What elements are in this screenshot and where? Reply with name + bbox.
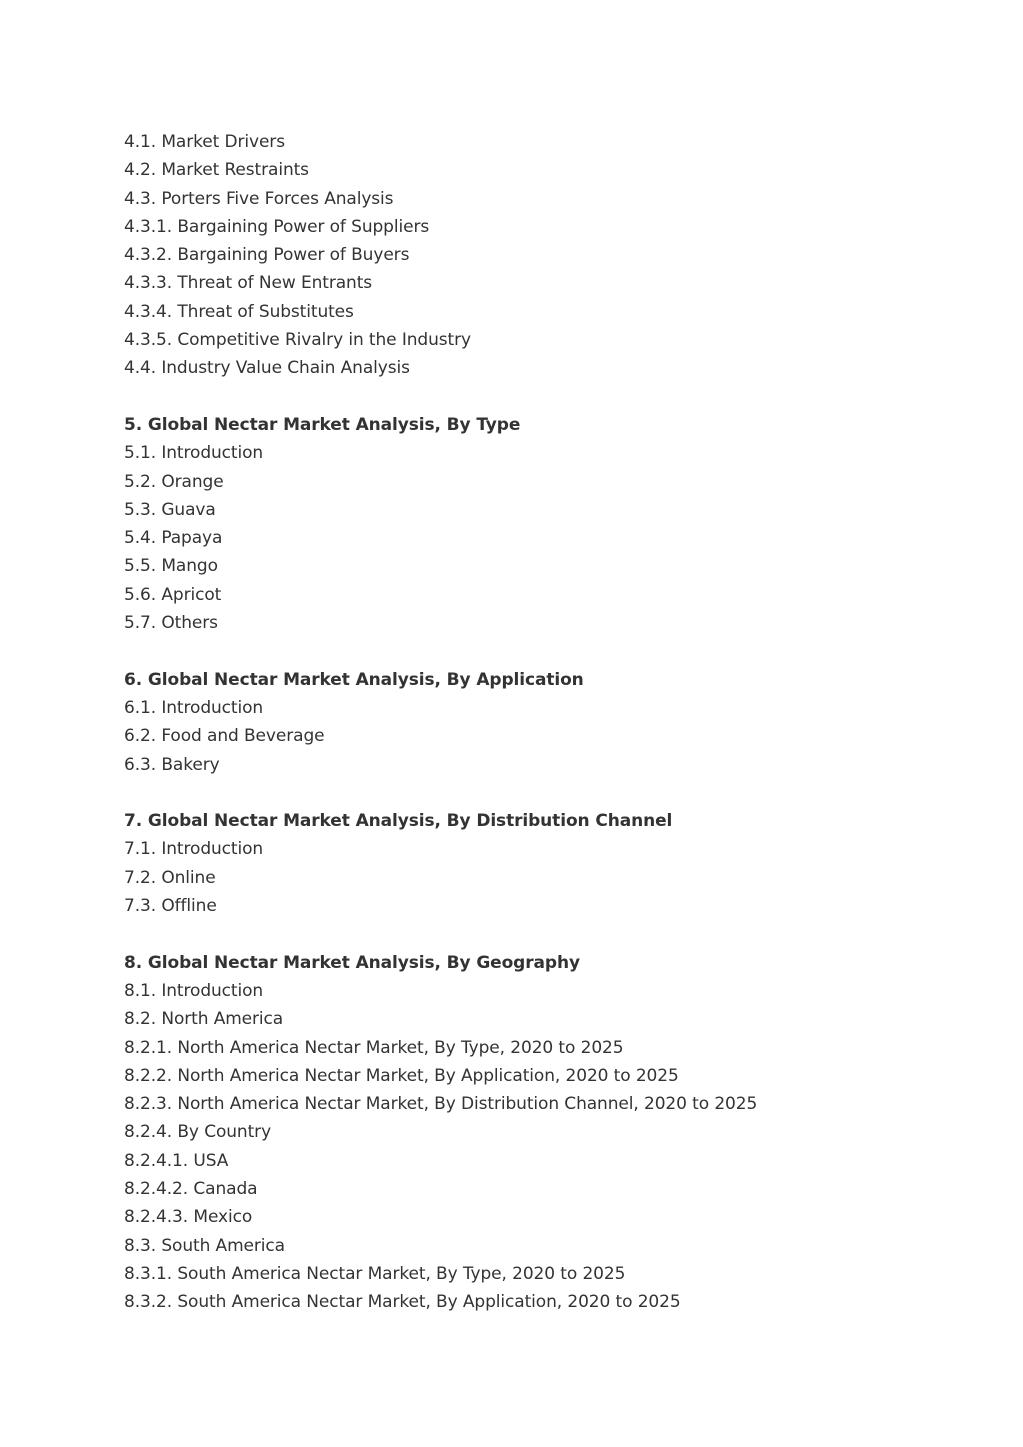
toc-item: 8.3.2. South America Nectar Market, By Application, 2020 to 2025	[124, 1292, 681, 1313]
section-heading: 7. Global Nectar Market Analysis, By Distribution Channel	[124, 811, 673, 832]
section-heading: 6. Global Nectar Market Analysis, By Application	[124, 669, 584, 690]
section-spacer	[124, 779, 984, 807]
toc-item: 8.2. North America	[124, 1009, 284, 1030]
toc-section-7	[124, 807, 984, 920]
toc-item: 8.3. South America	[124, 1235, 285, 1256]
toc-section-5	[124, 411, 984, 637]
toc-item: 4.3. Porters Five Forces Analysis	[124, 188, 394, 209]
section-spacer	[124, 920, 984, 948]
toc-item: 4.3.5. Competitive Rivalry in the Industry	[124, 330, 471, 351]
toc-item: 6.2. Food and Beverage	[124, 726, 325, 747]
toc-item: 5.4. Papaya	[124, 528, 223, 549]
toc-item: 5.1. Introduction	[124, 443, 264, 464]
toc-item: 8.2.1. North America Nectar Market, By Type, 2020 to 2025	[124, 1037, 624, 1058]
toc-item: 5.7. Others	[124, 613, 218, 634]
toc-item: 4.2. Market Restraints	[124, 160, 309, 181]
toc-item: 4.3.2. Bargaining Power of Buyers	[124, 245, 410, 266]
toc-item: 8.2.2. North America Nectar Market, By Application, 2020 to 2025	[124, 1065, 679, 1086]
toc-item: 5.3. Guava	[124, 499, 216, 520]
toc-item: 7.2. Online	[124, 867, 216, 888]
section-spacer	[124, 637, 984, 665]
toc-item: 8.2.4. By Country	[124, 1122, 272, 1143]
toc-item: 4.4. Industry Value Chain Analysis	[124, 358, 410, 379]
toc-item: 8.2.4.1. USA	[124, 1150, 229, 1171]
toc-section-4	[124, 128, 984, 383]
table-of-contents	[124, 128, 984, 1316]
toc-item: 7.3. Offline	[124, 896, 217, 917]
toc-item: 8.2.4.3. Mexico	[124, 1207, 253, 1228]
section-heading: 5. Global Nectar Market Analysis, By Type	[124, 414, 521, 435]
toc-item: 6.3. Bakery	[124, 754, 220, 775]
toc-item: 8.2.4.2. Canada	[124, 1178, 258, 1199]
toc-item: 4.3.3. Threat of New Entrants	[124, 273, 373, 294]
toc-item: 5.6. Apricot	[124, 584, 222, 605]
toc-section-8	[124, 949, 984, 1317]
toc-section-6	[124, 666, 984, 779]
toc-item: 8.1. Introduction	[124, 980, 264, 1001]
section-heading: 8. Global Nectar Market Analysis, By Geography	[124, 952, 580, 973]
toc-item: 4.3.1. Bargaining Power of Suppliers	[124, 216, 430, 237]
section-spacer	[124, 383, 984, 411]
toc-item: 6.1. Introduction	[124, 697, 264, 718]
toc-item: 8.3.1. South America Nectar Market, By Type, 2020 to 2025	[124, 1263, 626, 1284]
toc-item: 7.1. Introduction	[124, 839, 264, 860]
toc-item: 4.1. Market Drivers	[124, 132, 285, 152]
toc-item: 4.3.4. Threat of Substitutes	[124, 301, 354, 322]
toc-item: 5.5. Mango	[124, 556, 218, 577]
toc-item: 5.2. Orange	[124, 471, 224, 492]
toc-item: 8.2.3. North America Nectar Market, By Distribution Channel, 2020 to 2025	[124, 1094, 758, 1115]
